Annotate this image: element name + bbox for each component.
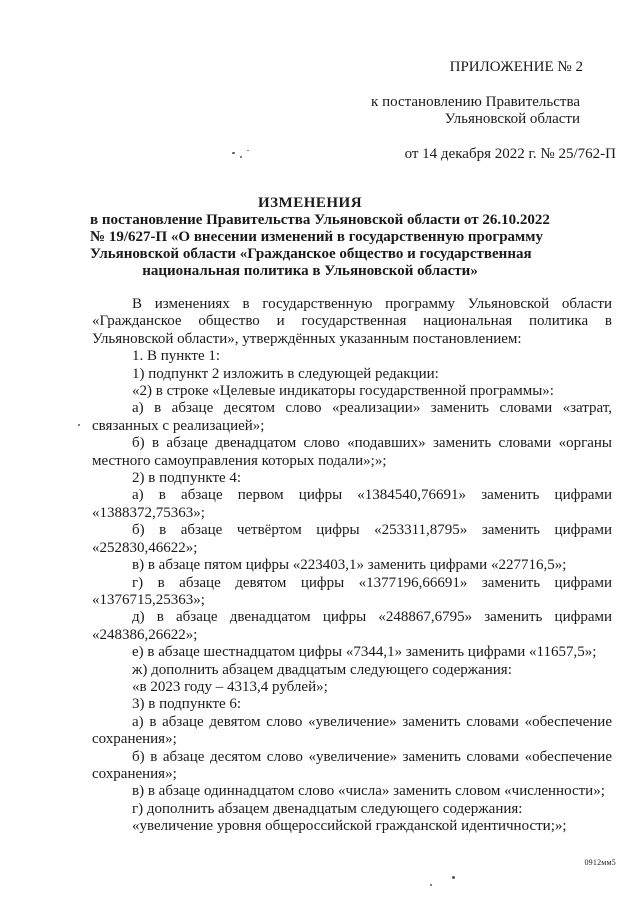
paragraph: б) в абзаце четвёртом цифры «253311,8795» заменить цифрами «252830,46622»; xyxy=(92,522,612,556)
paragraph: б) в абзаце двенадцатом слово «подавших» заменить словами «органы местного самоуправления которых подали»;»; xyxy=(92,435,612,469)
resolution-date-number: от 14 декабря 2022 г. № 25/762-П xyxy=(404,146,616,162)
scan-speck xyxy=(430,884,432,886)
paragraph: а) в абзаце первом цифры «1384540,76691» заменить цифрами «1388372,75363»; xyxy=(92,487,612,521)
scan-speck xyxy=(240,156,242,158)
paragraph: б) в абзаце десятом слово «увеличение» заменить словами «обеспечение сохранения»; xyxy=(92,748,612,782)
paragraph: ж) дополнить абзацем двадцатым следующего содержания: xyxy=(132,661,512,678)
appendix-number: ПРИЛОЖЕНИЕ № 2 xyxy=(449,59,583,75)
title-line: в постановление Правительства Ульяновской области от 26.10.2022 xyxy=(90,212,550,228)
paragraph: а) в абзаце девятом слово «увеличение» заменить словами «обеспечение сохранения»; xyxy=(92,713,612,748)
appendix-reference-line2: Ульяновской области xyxy=(444,111,580,127)
paragraph: е) в абзаце шестнадцатом цифры «7344,1» заменить цифрами «11657,5»; xyxy=(132,644,597,661)
paragraph: 1) подпункт 2 изложить в следующей редакции: xyxy=(132,365,439,382)
paragraph: «2) в строке «Целевые индикаторы государственной программы»: xyxy=(132,383,554,400)
scan-speck xyxy=(78,424,80,426)
paragraph: «в 2023 году – 4313,4 рублей»; xyxy=(132,678,328,695)
scan-speck xyxy=(232,152,235,154)
document-title xyxy=(90,195,550,280)
paragraph: г) дополнить абзацем двенадцатым следующего содержания: xyxy=(132,800,523,817)
paragraph: «увеличение уровня общероссийской гражданской идентичности;»; xyxy=(132,818,567,835)
paragraph: г) в абзаце девятом цифры «1377196,66691» заменить цифрами «1376715,25363»; xyxy=(92,574,612,608)
footer-code: 0912мм5 xyxy=(584,858,616,867)
scan-speck xyxy=(247,150,249,151)
title-heading: ИЗМЕНЕНИЯ xyxy=(257,195,363,211)
title-line: Ульяновской области «Гражданское общество и государственная xyxy=(90,246,532,262)
paragraph: д) в абзаце двенадцатом цифры «248867,6795» заменить цифрами «248386,26622»; xyxy=(92,609,612,643)
intro-paragraph: В изменениях в государственную программу Ульяновской области «Гражданское общество и государственная национальная политика в Ульяновской области», утверждённых указанным постановлением: xyxy=(92,296,612,347)
paragraph: а) в абзаце десятом слово «реализации» заменить словами «затрат, связанных с реализацией»; xyxy=(92,400,612,434)
paragraph: 3) в подпункте 6: xyxy=(132,696,242,713)
document-body xyxy=(92,296,612,836)
appendix-reference-line1: к постановлению Правительства xyxy=(371,94,580,110)
title-line: национальная политика в Ульяновской области» xyxy=(142,263,478,279)
paragraph: в) в абзаце одиннадцатом слово «числа» заменить словом «численности»; xyxy=(132,783,605,800)
paragraph: в) в абзаце пятом цифры «223403,1» заменить цифрами «227716,5»; xyxy=(132,557,567,574)
paragraph: 2) в подпункте 4: xyxy=(132,470,242,487)
title-line: № 19/627-П «О внесении изменений в государственную программу xyxy=(90,229,543,245)
scan-speck xyxy=(452,876,455,879)
paragraph: 1. В пункте 1: xyxy=(132,348,221,365)
